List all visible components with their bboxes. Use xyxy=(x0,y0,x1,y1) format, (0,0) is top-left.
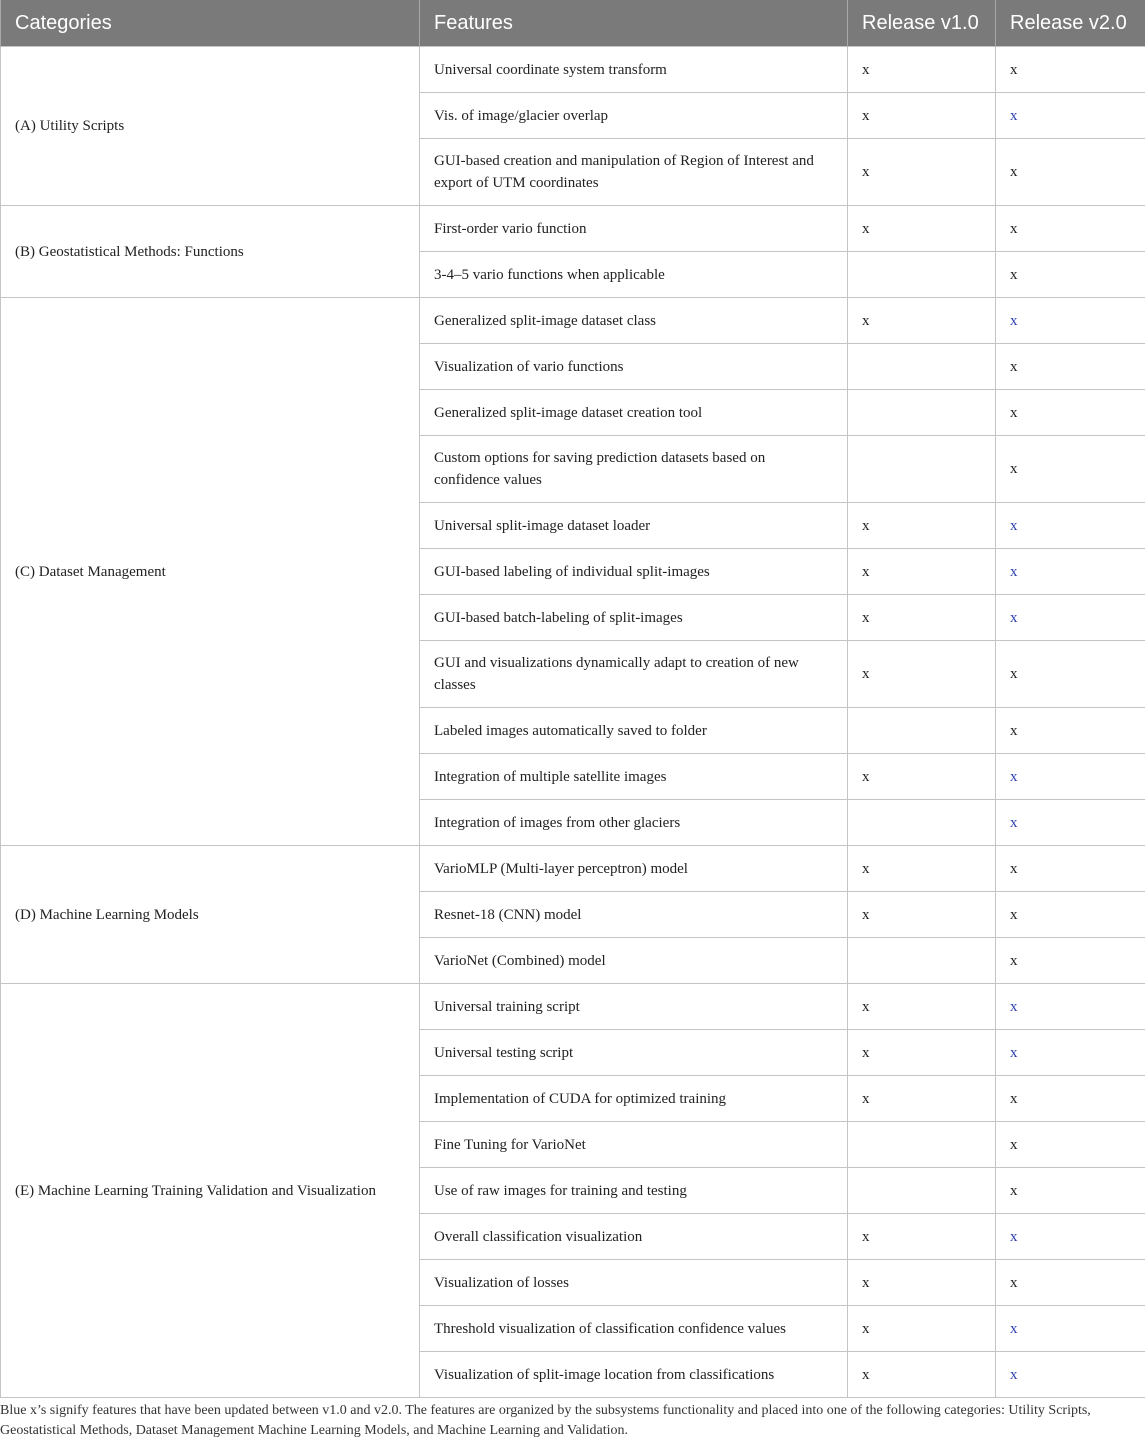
feature-cell: VarioMLP (Multi-layer perceptron) model xyxy=(420,846,848,892)
release-v2-mark: x xyxy=(996,549,1145,595)
table-row xyxy=(1,47,1145,93)
release-v1-mark xyxy=(848,800,996,846)
feature-cell: Fine Tuning for VarioNet xyxy=(420,1122,848,1168)
release-v2-mark: x xyxy=(996,93,1145,139)
category-cell: (B) Geostatistical Methods: Functions xyxy=(1,206,420,298)
release-v2-mark: x xyxy=(996,298,1145,344)
category-cell: (C) Dataset Management xyxy=(1,298,420,846)
feature-cell: GUI and visualizations dynamically adapt to creation of new classes xyxy=(420,641,848,708)
release-v1-mark: x xyxy=(848,93,996,139)
release-v2-mark: x xyxy=(996,252,1145,298)
table-row xyxy=(1,298,1145,344)
release-v2-mark: x xyxy=(996,390,1145,436)
release-v2-mark: x xyxy=(996,1076,1145,1122)
release-v1-mark: x xyxy=(848,1030,996,1076)
feature-cell: 3-4–5 vario functions when applicable xyxy=(420,252,848,298)
release-v1-mark: x xyxy=(848,1214,996,1260)
feature-cell: Visualization of losses xyxy=(420,1260,848,1306)
table-body xyxy=(1,47,1145,1398)
release-v2-mark: x xyxy=(996,595,1145,641)
release-v2-mark: x xyxy=(996,206,1145,252)
feature-cell: Visualization of vario functions xyxy=(420,344,848,390)
release-v1-mark: x xyxy=(848,549,996,595)
release-v1-mark xyxy=(848,1168,996,1214)
release-v2-mark: x xyxy=(996,1260,1145,1306)
feature-cell: Threshold visualization of classification confidence values xyxy=(420,1306,848,1352)
release-v1-mark: x xyxy=(848,984,996,1030)
release-v1-mark: x xyxy=(848,892,996,938)
feature-cell: Resnet-18 (CNN) model xyxy=(420,892,848,938)
release-v1-mark: x xyxy=(848,1306,996,1352)
feature-cell: Use of raw images for training and testing xyxy=(420,1168,848,1214)
feature-cell: Universal testing script xyxy=(420,1030,848,1076)
release-v2-mark: x xyxy=(996,503,1145,549)
category-cell: (A) Utility Scripts xyxy=(1,47,420,206)
release-v2-mark: x xyxy=(996,1168,1145,1214)
feature-cell: Implementation of CUDA for optimized training xyxy=(420,1076,848,1122)
release-v2-mark: x xyxy=(996,641,1145,708)
feature-cell: Universal coordinate system transform xyxy=(420,47,848,93)
feature-cell: Integration of images from other glaciers xyxy=(420,800,848,846)
release-v1-mark xyxy=(848,1122,996,1168)
header-features: Features xyxy=(420,0,848,47)
release-v2-mark: x xyxy=(996,984,1145,1030)
release-v1-mark: x xyxy=(848,1260,996,1306)
release-v2-mark: x xyxy=(996,708,1145,754)
release-v1-mark: x xyxy=(848,595,996,641)
release-v2-mark: x xyxy=(996,1122,1145,1168)
feature-cell: Universal split-image dataset loader xyxy=(420,503,848,549)
table-row xyxy=(1,846,1145,892)
category-cell: (D) Machine Learning Models xyxy=(1,846,420,984)
release-v1-mark: x xyxy=(848,1352,996,1398)
release-v2-mark: x xyxy=(996,892,1145,938)
feature-cell: Vis. of image/glacier overlap xyxy=(420,93,848,139)
feature-cell: Overall classification visualization xyxy=(420,1214,848,1260)
release-v1-mark xyxy=(848,436,996,503)
release-v1-mark: x xyxy=(848,1076,996,1122)
header-release-v2: Release v2.0 xyxy=(996,0,1145,47)
release-v2-mark: x xyxy=(996,1214,1145,1260)
release-v2-mark: x xyxy=(996,47,1145,93)
release-v2-mark: x xyxy=(996,1306,1145,1352)
feature-cell: VarioNet (Combined) model xyxy=(420,938,848,984)
release-v1-mark: x xyxy=(848,298,996,344)
feature-cell: GUI-based creation and manipulation of Region of Interest and export of UTM coordinates xyxy=(420,139,848,206)
release-v1-mark xyxy=(848,252,996,298)
release-v2-mark: x xyxy=(996,754,1145,800)
release-v2-mark: x xyxy=(996,1030,1145,1076)
release-v1-mark: x xyxy=(848,846,996,892)
release-v1-mark xyxy=(848,938,996,984)
header-release-v1: Release v1.0 xyxy=(848,0,996,47)
header-row xyxy=(1,0,1145,47)
release-v1-mark: x xyxy=(848,47,996,93)
release-v2-mark: x xyxy=(996,938,1145,984)
feature-cell: Visualization of split-image location from classifications xyxy=(420,1352,848,1398)
header-categories: Categories xyxy=(1,0,420,47)
release-v2-mark: x xyxy=(996,1352,1145,1398)
release-v1-mark: x xyxy=(848,641,996,708)
category-cell: (E) Machine Learning Training Validation and Visualization xyxy=(1,984,420,1398)
release-v1-mark: x xyxy=(848,754,996,800)
release-v1-mark: x xyxy=(848,206,996,252)
release-v1-mark xyxy=(848,390,996,436)
feature-cell: Labeled images automatically saved to folder xyxy=(420,708,848,754)
table-row xyxy=(1,206,1145,252)
release-v1-mark xyxy=(848,344,996,390)
feature-cell: Generalized split-image dataset class xyxy=(420,298,848,344)
feature-cell: Universal training script xyxy=(420,984,848,1030)
release-v2-mark: x xyxy=(996,139,1145,206)
feature-cell: GUI-based batch-labeling of split-images xyxy=(420,595,848,641)
table-caption: Blue x’s signify features that have been updated between v1.0 and v2.0. The features are organized by the subsystems functionality and placed into one of the following categories: Utility Scripts, Geostatistical Methods, Dataset Management Machine Learning Models, and Machine Learning and Validation. xyxy=(0,1401,1145,1441)
release-v2-mark: x xyxy=(996,846,1145,892)
release-v1-mark: x xyxy=(848,503,996,549)
release-v2-mark: x xyxy=(996,436,1145,503)
feature-cell: Generalized split-image dataset creation tool xyxy=(420,390,848,436)
release-v1-mark: x xyxy=(848,139,996,206)
feature-cell: Custom options for saving prediction datasets based on confidence values xyxy=(420,436,848,503)
release-v1-mark xyxy=(848,708,996,754)
release-v2-mark: x xyxy=(996,344,1145,390)
feature-cell: Integration of multiple satellite images xyxy=(420,754,848,800)
table-row xyxy=(1,984,1145,1030)
feature-cell: First-order vario function xyxy=(420,206,848,252)
release-v2-mark: x xyxy=(996,800,1145,846)
feature-cell: GUI-based labeling of individual split-images xyxy=(420,549,848,595)
